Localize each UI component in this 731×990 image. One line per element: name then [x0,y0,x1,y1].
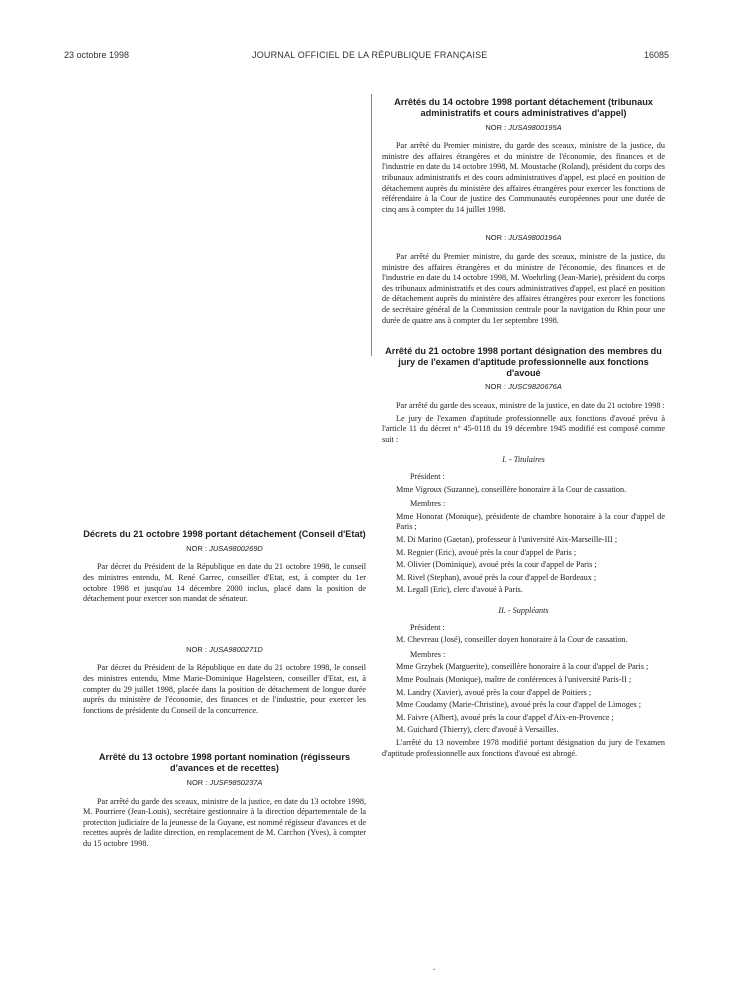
paragraph: Le jury de l'examen d'aptitude professionnelle aux fonctions d'avoué prévu à l'article 11 du décret n° 45-0118 du 19 décembre 1945 modifié est composé comme suit : [382,413,665,444]
nor-code: JUSC9820676A [508,382,562,392]
nor-label: NOR : [485,382,506,392]
nor-code: JUSA9800271D [209,644,263,654]
paragraph: Par arrêté du garde des sceaux, ministre de la justice, en date du 13 octobre 1998, M. Pourriere (Jean-Louis), secrétaire gestionnaire à la direction départementale de la protection judiciaire de la jeunesse de la Guyane, est nommé régisseur d'avances et de recettes auprès de ladite direction, en remplacement de M. Carchon (Yves), à compter du 15 octobre 1998. [83,796,366,848]
jury-member: M. Regnier (Eric), avoué près la cour d'appel de Paris ; [396,547,577,557]
left-column [83,529,366,851]
paragraph: Par arrêté du garde des sceaux, ministre de la justice, en date du 21 octobre 1998 : [396,401,665,411]
nor-label: NOR : [186,777,208,787]
nor-reference [83,544,366,555]
role-label: Membres : [410,649,446,659]
paragraph: Par arrêté du Premier ministre, du garde des sceaux, ministre de la justice, du ministre des affaires étrangères et du ministre de l'économie, des finances et de l'industrie en date du 14 octobre 1998, M. Moustache (Roland), président du corps des tribunaux administratifs et des cours administratives d'appel, est placé en position de détachement auprès du ministère des affaires étrangères pour exercer les fonctions de référendaire à la Cour de justice des Communautés européennes pour une durée de cinq ans à compter du 14 juillet 1998. [382,141,665,214]
jury-member: M. Rivel (Stephan), avoué près la cour d'appel de Bordeaux ; [396,572,597,582]
paragraph: Par décret du Président de la République en date du 21 octobre 1998, le conseil des ministres entendu, Mme Marie-Dominique Hagelsteen, conseiller d'Etat, est, à compter du 29 juillet 1998, placée dans la position de détachement de longue durée auprès du ministère de l'économie, des finances et de l'industrie, pour exercer les fonctions de présidente du Conseil de la concurrence. [83,663,366,715]
subsection-heading: I. - Titulaires [502,455,545,465]
nor-reference [83,778,366,789]
header-date: 23 octobre 1998 [64,50,130,60]
jury-member: M. Di Marino (Gaetan), professeur à l'université Aix-Marseille-III ; [396,535,618,545]
nor-reference [382,233,665,244]
nor-reference [382,382,665,393]
jury-member: Mme Vigroux (Suzanne), conseillère honoraire à la Cour de cassation. [396,484,627,494]
jury-member: M. Legall (Eric), clerc d'avoué à Paris. [396,585,523,595]
subsection-heading: II. - Suppléants [498,605,549,615]
role-label: Président : [410,622,445,632]
paragraph: L'arrêté du 13 novembre 1978 modifié portant désignation du jury de l'examen d'aptitude professionnelle aux fonctions d'avoué est abrogé. [382,737,665,758]
jury-member: Mme Honorat (Monique), présidente de chambre honoraire à la cour d'appel de Paris ; [396,511,665,532]
jury-member: M. Faivre (Albert), avoué près la cour d'appel d'Aix-en-Provence ; [396,712,614,722]
footer-mark: . [433,962,436,972]
jury-member: M. Chevreau (José), conseiller doyen honoraire à la Cour de cassation. [396,635,628,645]
paragraph: Par décret du Président de la République en date du 21 octobre 1998, le conseil des ministres entendu, M. René Garrec, conseiller d'Etat, est, à compter du 1er octobre 1998 et jusqu'au 14 décembre 2000 inclus, placé dans la position de détachement pour exercer son mandat de sénateur. [83,562,366,604]
jury-member: M. Landry (Xavier), avoué près la cour d'appel de Poitiers ; [396,687,592,697]
nor-code: JUSA9800196A [508,233,562,243]
section-title: Arrêtés du 14 octobre 1998 portant détachement (tribunaux administratifs et cours administratives d'appel) [394,97,653,118]
jury-member: Mme Poulnais (Monique), maître de conférences à l'université Paris-II ; [396,674,632,684]
journal-title: JOURNAL OFFICIEL DE LA RÉPUBLIQUE FRANÇAISE [252,50,488,60]
nor-code: JUSA9800269D [209,543,263,553]
jury-member: Mme Grzybek (Marguerite), conseillère honoraire à la cour d'appel de Paris ; [396,662,649,672]
right-column [382,97,665,761]
nor-code: JUSF9850237A [209,777,263,787]
role-label: Membres : [410,499,446,509]
role-label: Président : [410,472,445,482]
nor-reference [83,645,366,656]
nor-label: NOR : [485,233,507,243]
nor-label: NOR : [186,644,207,654]
jury-member: M. Guichard (Thierry), clerc d'avoué à Versailles. [396,725,559,735]
nor-label: NOR : [485,122,507,132]
section-title: Arrêté du 13 octobre 1998 portant nomination (régisseurs d'avances et de recettes) [98,752,351,774]
nor-reference [382,123,665,134]
column-margin-rule [371,94,372,356]
nor-label: NOR : [186,543,207,553]
section-title: Arrêté du 21 octobre 1998 portant désignation des membres du jury de l'examen d'aptitude professionnelle aux fonctions d'avoué [385,346,662,378]
section-title: Décrets du 21 octobre 1998 portant détachement (Conseil d'Etat) [83,529,366,539]
nor-code: JUSA9800195A [508,122,562,132]
paragraph: Par arrêté du Premier ministre, du garde des sceaux, ministre de la justice, du ministre des affaires étrangères et du ministre de l'économie, des finances et de l'industrie en date du 14 octobre 1998, M. Woehrling (Jean-Marie), président du corps des tribunaux administratifs et des cours administratives d'appel, est placé en position de détachement auprès du ministère des affaires étrangères pour exercer les fonctions de secrétaire général de la Commission centrale pour la navigation du Rhin pour une durée de quatre ans à compter du 1er septembre 1998. [382,251,665,325]
jury-member: Mme Coudamy (Marie-Christine), avoué près la cour d'appel de Limoges ; [396,700,641,710]
page-number: 16085 [644,50,670,60]
jury-member: M. Olivier (Dominique), avoué près la cour d'appel de Paris ; [396,560,597,570]
